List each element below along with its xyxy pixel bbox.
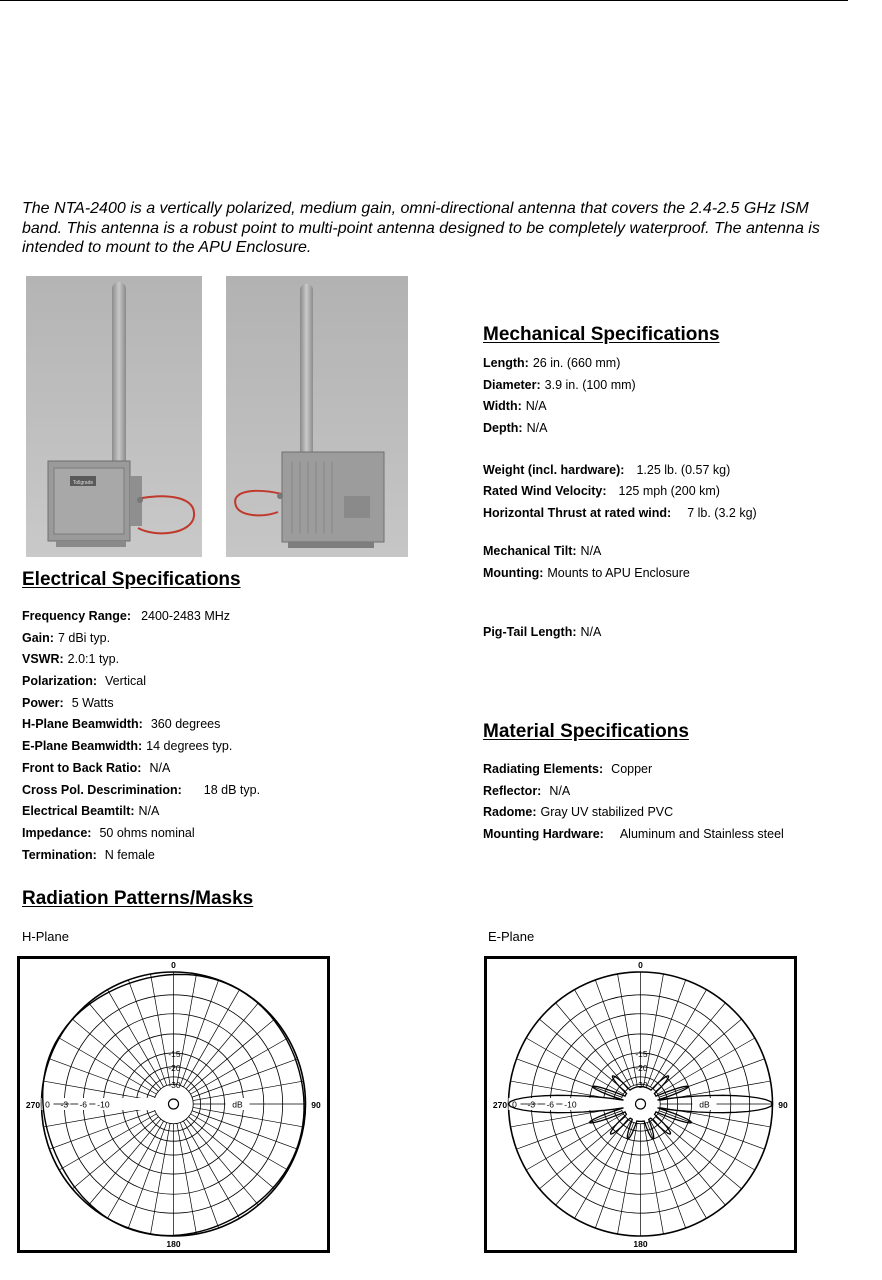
e-plane-tick-label: -30	[635, 1080, 648, 1091]
e-plane-unit-label: dB	[699, 1099, 710, 1110]
mat-radiating-elements: Radiating Elements: Copper	[483, 762, 653, 776]
elec-cross-pol: Cross Pol. Descrimination: 18 dB typ.	[22, 782, 261, 797]
h-plane-unit-label: dB	[232, 1099, 243, 1110]
e-plane-label: E-Plane	[488, 929, 535, 944]
elec-beamtilt: Electrical Beamtilt: N/A	[22, 804, 160, 819]
e-plane-tick-label: -6	[546, 1099, 555, 1110]
elec-front-to-back: Front to Back Ratio: N/A	[22, 760, 171, 775]
top-rule	[0, 0, 848, 1]
e-plane-tick-label: -20	[635, 1062, 648, 1073]
h-plane-tick-label: 0	[45, 1099, 50, 1110]
h-plane-polar-chart	[17, 956, 330, 1253]
antenna-photo-front	[26, 276, 202, 557]
e-plane-tick-label: -10	[564, 1099, 577, 1110]
e-plane-angle-label: 90	[778, 1100, 788, 1110]
mech-depth: Depth: N/A	[483, 421, 548, 436]
material-spec-list	[483, 759, 784, 846]
mech-diameter: Diameter: 3.9 in. (100 mm)	[483, 377, 636, 392]
e-plane-tick-label: 0	[512, 1099, 517, 1110]
h-plane-tick-label: -15	[168, 1048, 181, 1059]
h-plane-angle-label: 0	[171, 960, 176, 970]
e-plane-polar-chart	[484, 956, 797, 1253]
e-plane-angle-label: 270	[492, 1100, 508, 1110]
patterns-title: Radiation Patterns/Masks	[22, 888, 254, 909]
elec-frequency-range: Frequency Range: 2400-2483 MHz	[22, 609, 231, 623]
h-plane-tick-label: -6	[79, 1099, 88, 1110]
elec-gain: Gain: 7 dBi typ.	[22, 630, 111, 645]
elec-h-plane-beamwidth: H-Plane Beamwidth: 360 degrees	[22, 717, 221, 732]
antenna-photo-side	[226, 276, 408, 557]
intro-paragraph: The NTA-2400 is a vertically polarized, medium gain, omni-directional antenna that covers the 2.4-2.5 GHz ISM band. This antenna is a robust point to multi-point antenna designed to be completely waterproof. The antenna is intended to mount to the APU Enclosure.	[22, 200, 820, 256]
mat-reflector: Reflector: N/A	[483, 783, 571, 798]
elec-polarization: Polarization: Vertical	[22, 674, 147, 689]
mech-wind-velocity: Rated Wind Velocity: 125 mph (200 km)	[483, 484, 720, 499]
mech-mounting: Mounting: Mounts to APU Enclosure	[483, 565, 690, 580]
material-title: Material Specifications	[483, 721, 689, 742]
h-plane-tick-label: -3	[60, 1099, 69, 1110]
e-plane-tick-label: -15	[635, 1048, 648, 1059]
mech-length: Length: 26 in. (660 mm)	[483, 356, 621, 370]
mech-width: Width: N/A	[483, 399, 547, 414]
elec-termination: Termination: N female	[22, 847, 155, 862]
mech-horizontal-thrust: Horizontal Thrust at rated wind: 7 lb. (3.2 kg)	[483, 506, 757, 521]
elec-impedance: Impedance: 50 ohms nominal	[22, 825, 195, 840]
mech-tilt: Mechanical Tilt: N/A	[483, 543, 602, 558]
h-plane-tick-label: -30	[168, 1080, 181, 1091]
mech-weight: Weight (incl. hardware): 1.25 lb. (0.57 kg)	[483, 462, 731, 477]
electrical-spec-list	[22, 606, 260, 866]
e-plane-angle-label: 180	[633, 1239, 648, 1249]
h-plane-label: H-Plane	[22, 929, 69, 944]
mechanical-spec-list	[483, 353, 757, 644]
electrical-title: Electrical Specifications	[22, 569, 241, 590]
e-plane-tick-label: -3	[527, 1099, 536, 1110]
elec-vswr: VSWR: 2.0:1 typ.	[22, 652, 120, 667]
h-plane-tick-label: -10	[97, 1099, 110, 1110]
mat-mounting-hardware: Mounting Hardware: Aluminum and Stainless steel	[483, 827, 784, 842]
h-plane-tick-label: -20	[168, 1062, 181, 1073]
h-plane-angle-label: 270	[25, 1100, 41, 1110]
mech-pigtail: Pig-Tail Length: N/A	[483, 625, 602, 640]
h-plane-angle-label: 90	[311, 1100, 321, 1110]
mat-radome: Radome: Gray UV stabilized PVC	[483, 805, 674, 820]
h-plane-angle-label: 180	[166, 1239, 181, 1249]
mechanical-title: Mechanical Specifications	[483, 324, 720, 345]
elec-power: Power: 5 Watts	[22, 695, 114, 710]
elec-e-plane-beamwidth: E-Plane Beamwidth: 14 degrees typ.	[22, 739, 233, 754]
e-plane-angle-label: 0	[638, 960, 643, 970]
photo-1-logo: Tollgrade	[72, 480, 94, 486]
